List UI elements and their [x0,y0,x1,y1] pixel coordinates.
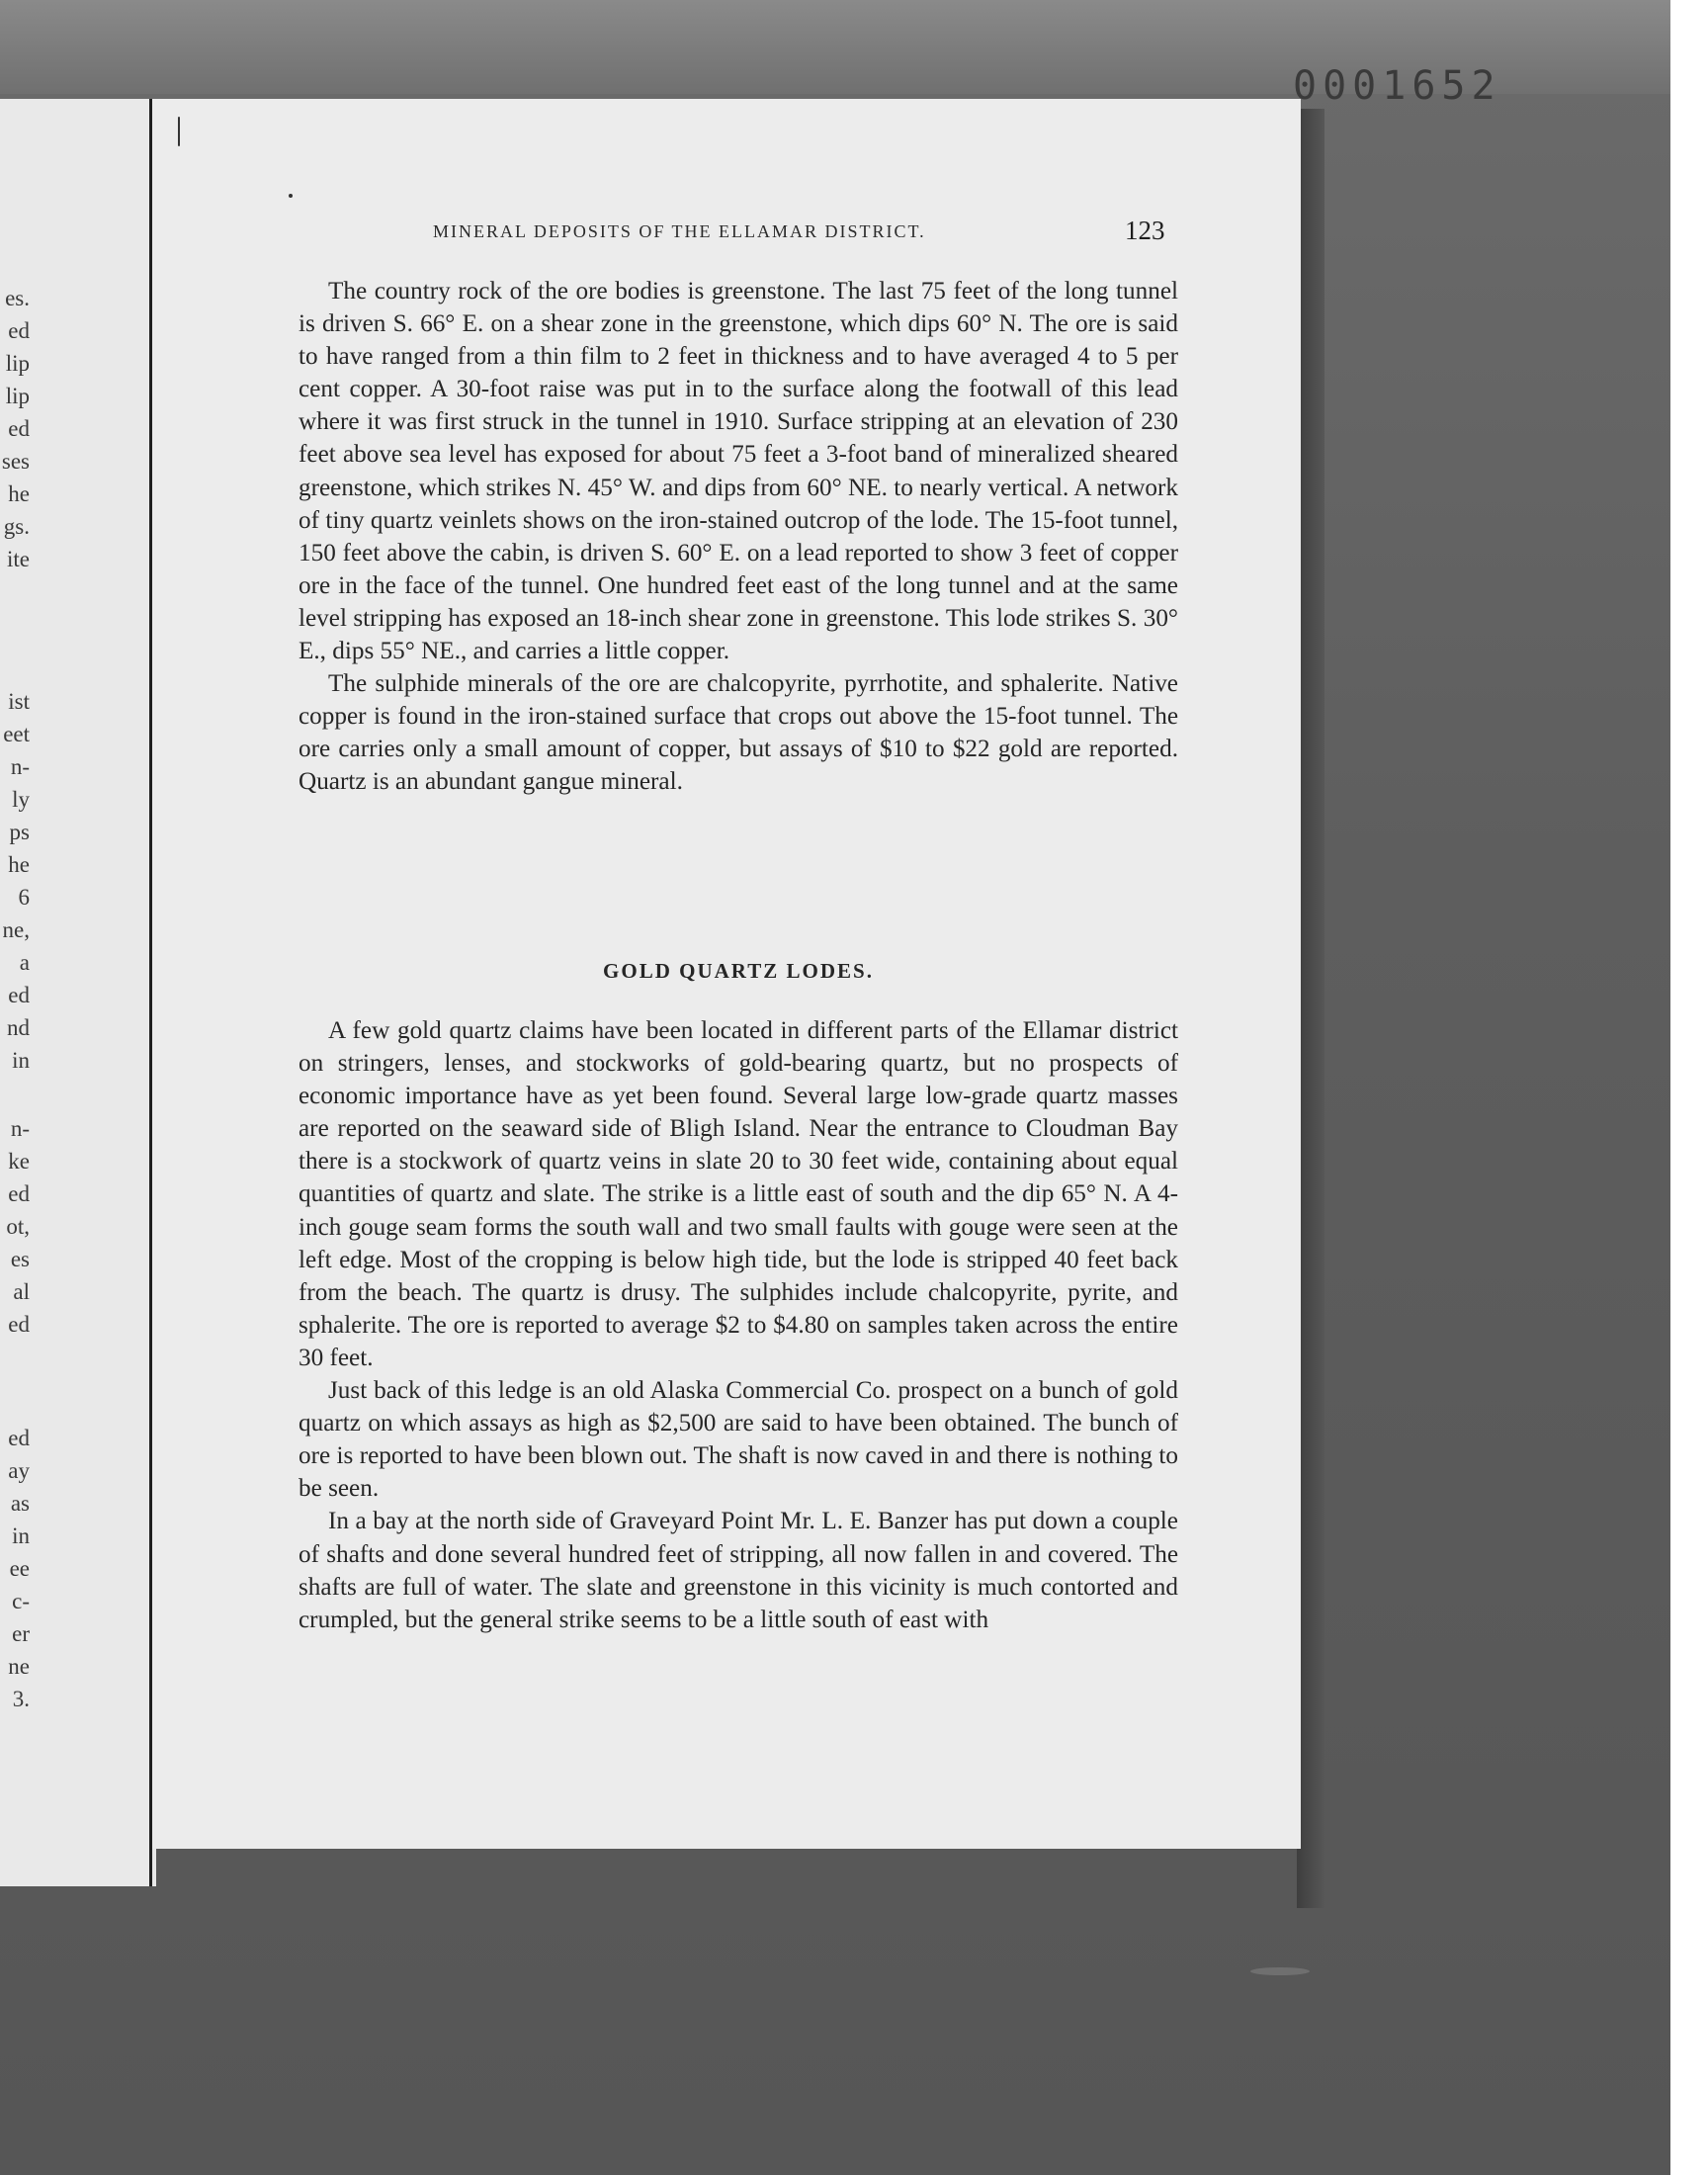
left-page-fragment: in [12,1523,30,1548]
left-page-fragment: n- [10,1116,30,1141]
left-page-fragment: ne [8,1654,30,1679]
left-page-fragment: ite [7,547,30,571]
left-page-fragment: lip [5,384,30,408]
left-page-fragment: nd [7,1015,30,1040]
scan-right-margin [1670,0,1708,2175]
paragraph: Just back of this ledge is an old Alaska Commercial Co. prospect on a bunch of gold quartz on which assays as high as $2,500 are said to have been obtained. The bunch of ore is reported to have been blown out. The shaft is now caved in and there is nothing to be seen. [299,1377,1178,1503]
scan-mark [178,117,180,146]
paragraph: In a bay at the north side of Graveyard Point Mr. L. E. Banzer has put down a couple of shafts and done several hundred feet of stripping, all now fallen in and covered. The shafts are full of water. The slate and greenstone in this vicinity is much contorted and crumpled, but the general strike seems to be a little south of east with [299,1508,1178,1633]
left-page-fragment: ed [8,983,30,1007]
paragraph: The sulphide minerals of the ore are chalcopyrite, pyrrhotite, and sphalerite. Native copper is found in the iron-stained surface that crops out above the 15-foot tunnel. The ore carries only a small amount of copper, but assays of $10 to $22 gold are reported. Quartz is an abundant gangue mineral. [299,670,1178,796]
body-section-2 [299,1014,1178,1636]
left-page-fragment: lip [5,351,30,376]
scan-speck [289,194,293,198]
left-page-fragment: 3. [12,1687,30,1711]
left-page-fragment: ay [8,1458,30,1483]
left-page-fragment: ed [8,1426,30,1450]
page-number: 123 [1125,216,1165,245]
paragraph: A few gold quartz claims have been located in different parts of the Ellamar district on stringers, lenses, and stockworks of gold-bearing quartz, but no prospects of economic importance have as yet been found. Several large low-grade quartz masses are reported on the seaward side of Bligh Island. Near the entrance to Cloudman Bay there is a stockwork of quartz veins in slate 20 to 30 feet wide, containing about equal quantities of quartz and slate. The strike is a little east of south and the dip 65° N. A 4-inch gouge seam forms the south wall and two small faults with gouge were seen at the left edge. Most of the cropping is below high tide, but the lode is stripped 40 feet back from the beach. The quartz is drusy. The sulphides include chalcopyrite, pyrite, and sphalerite. The ore is reported to average $2 to $4.80 on samples taken across the entire 30 feet. [299,1017,1178,1371]
left-page-fragment: ed [8,318,30,343]
page-shadow [1297,109,1324,1908]
left-page-fragment: ist [8,689,30,714]
left-page-fragment: al [13,1279,30,1304]
left-page-fragment: a [19,950,30,975]
running-head: MINERAL DEPOSITS OF THE ELLAMAR DISTRICT. [433,221,926,241]
left-page-fragment: ed [8,416,30,441]
left-page-fragment: he [8,481,30,506]
left-page-fragment: eet [3,722,30,746]
left-page-fragment: ee [9,1556,30,1581]
body-section-1 [299,275,1178,799]
left-page-fragment: er [12,1621,30,1646]
paragraph: The country rock of the ore bodies is greenstone. The last 75 feet of the long tunnel is driven S. 66° E. on a shear zone in the greenstone, which dips 60° N. The ore is said to have ranged from a thin film to 2 feet in thickness and to have averaged 4 to 5 per cent copper. A 30-foot raise was put in to the surface along the footwall of this lead where it was first struck in the tunnel in 1910. Surface stripping at an elevation of 230 feet above sea level has exposed for about 75 feet a 3-foot band of mineralized sheared greenstone, which strikes N. 45° W. and dips from 60° NE. to nearly vertical. A network of tiny quartz veinlets shows on the iron-stained outcrop of the lode. The 15-foot tunnel, 150 feet above the cabin, is driven S. 60° E. on a lead reported to show 3 feet of copper ore in the face of the tunnel. One hundred feet east of the long tunnel and at the same level stripping has exposed an 18-inch shear zone in greenstone. This lode strikes S. 30° E., dips 55° NE., and carries a little copper. [299,278,1178,665]
scan-smudge [1250,1967,1310,1975]
archive-stamp: 0001652 [1293,63,1501,109]
left-page-fragment: es. [5,286,30,310]
left-page-fragment: ne, [2,917,30,942]
left-page-fragment: ses [1,449,30,474]
left-page-fragment: ps [9,820,30,844]
left-page-fragment: he [8,852,30,877]
left-page-fragment: c- [12,1589,30,1613]
left-page-fragment: gs. [3,514,30,539]
section-heading: GOLD QUARTZ LODES. [603,959,874,983]
left-page-fragment: ed [8,1181,30,1206]
left-page-fragment: 6 [18,885,30,910]
left-page-fragment: in [12,1048,30,1073]
left-page-fragment: ed [8,1312,30,1337]
left-page-fragment: es [10,1247,30,1271]
left-page-fragment: ke [8,1149,30,1174]
left-page-fragment: ly [12,787,30,812]
left-page-fragment: ot, [6,1214,30,1239]
left-page-fragment: as [10,1491,30,1516]
left-page-fragment: n- [10,754,30,779]
